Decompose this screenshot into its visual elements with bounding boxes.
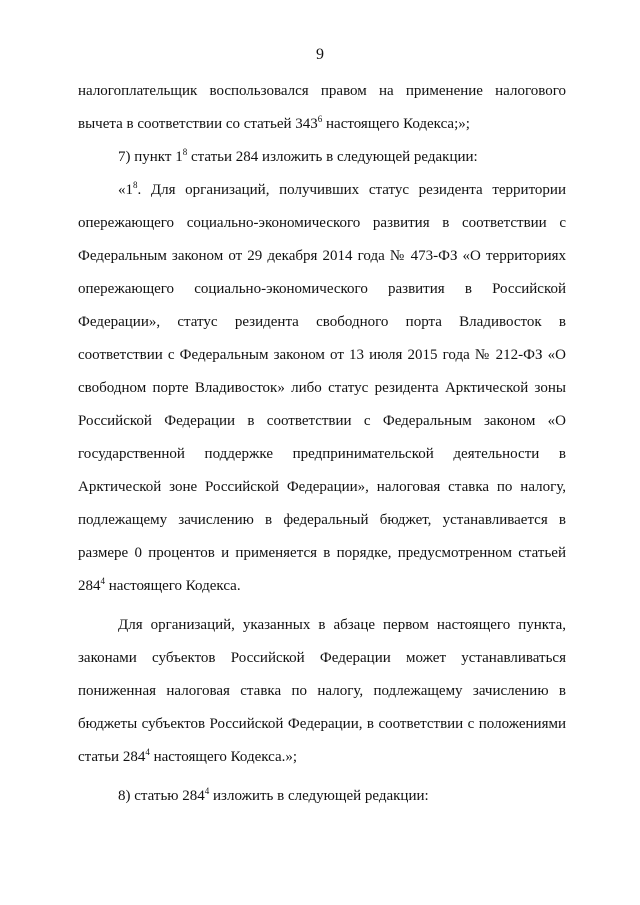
paragraph-4-text-a: Для организаций, указанных в абзаце первом настоящего пункта, законами субъектов Российской Федерации может устанавливаться пониженная налоговая ставка по налогу, подлежащему зачислению в бюджеты субъектов Российской Федерации, в соответствии с положениями статьи 284 [78,617,566,765]
paragraph-3-text-b: . Для организаций, получивших статус резидента территории опережающего социально-экономического развития в соответствии с Федеральным законом от 29 декабря 2014 года № 473-ФЗ «О территориях опережающего социально-экономического развития в Российской Федерации», статус резидента свободного порта Владивосток в соответствии с Федеральным законом от 13 июля 2015 года № 212-ФЗ «О свободном порте Владивосток» либо статус резидента Арктической зоны Российской Федерации в соответствии с Федеральным законом «О государственной поддержке предпринимательской деятельности в Арктической зоне Российской Федерации», налоговая ставка по налогу, подлежащему зачислению в федеральный бюджет, устанавливается в размере 0 процентов и применяется в порядке, предусмотренном статьей 284 [78,182,566,594]
paragraph-3-text-c: настоящего Кодекса. [105,578,241,594]
paragraph-3-superscript-b: 4 [100,576,105,586]
paragraph-1-text-a: налогоплательщик воспользовался правом на применение налогового вычета в соответствии со статьей 343 [78,83,566,132]
paragraph-2 [78,141,566,174]
document-body [78,75,566,813]
paragraph-3 [78,174,566,603]
page-number: 9 [316,46,324,63]
paragraph-5-text-a: 8) статью 284 [118,788,205,804]
paragraph-3-superscript-a: 8 [133,180,138,190]
paragraph-5-text-b: изложить в следующей редакции: [209,788,429,804]
paragraph-4 [78,609,566,774]
paragraph-2-superscript: 8 [182,147,188,157]
paragraph-5 [78,780,566,813]
paragraph-3-text-a: «1 [118,182,133,198]
paragraph-1-text-b: настоящего Кодекса;»; [322,116,470,132]
paragraph-5-superscript: 4 [204,786,210,796]
paragraph-2-text-b: статьи 284 изложить в следующей редакции: [187,149,478,165]
paragraph-1 [78,75,566,141]
paragraph-2-text-a: 7) пункт 1 [118,149,183,165]
paragraph-4-superscript: 4 [145,747,150,757]
paragraph-1-superscript: 6 [317,114,323,124]
paragraph-4-text-b: настоящего Кодекса.»; [149,749,298,765]
